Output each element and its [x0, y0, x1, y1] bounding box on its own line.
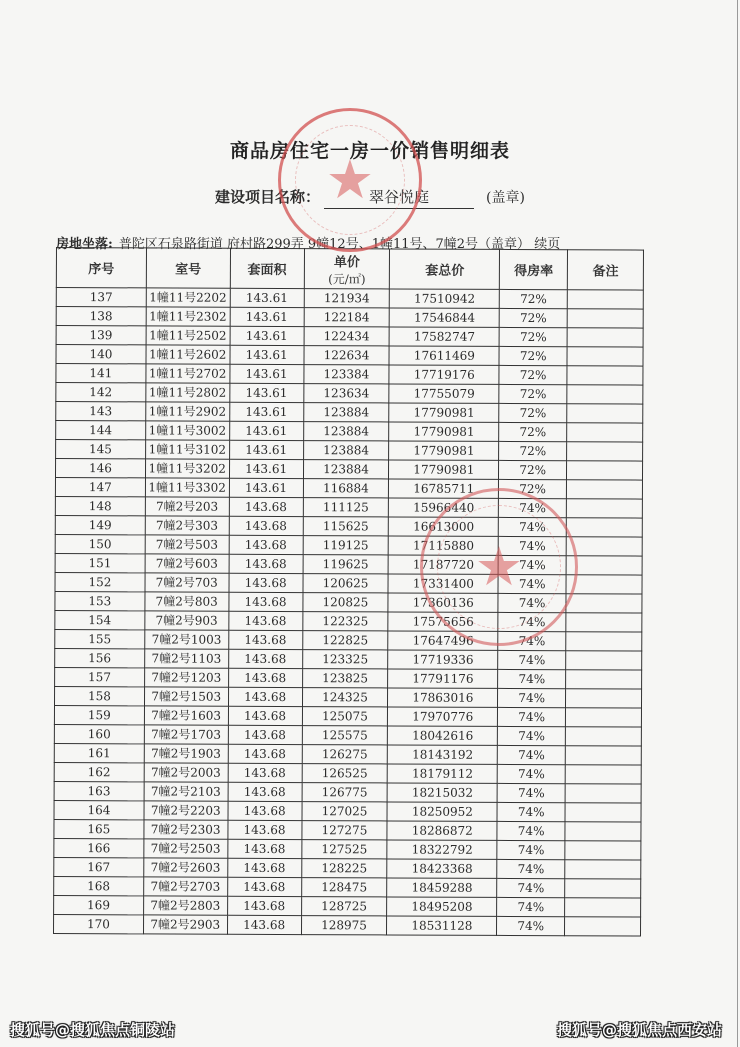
cell-unit-price: 124325 — [302, 688, 388, 707]
cell-room: 7幢2号2103 — [144, 782, 228, 801]
table-row — [55, 648, 642, 670]
cell-efficiency: 72% — [499, 384, 567, 403]
cell-room: 7幢2号603 — [145, 554, 229, 573]
cell-remarks — [566, 689, 642, 708]
cell-seq: 162 — [54, 762, 144, 781]
cell-seq: 156 — [55, 648, 145, 667]
cell-seq: 169 — [54, 895, 144, 914]
cell-total-price: 18215032 — [388, 783, 498, 802]
cell-seq: 142 — [56, 383, 146, 402]
cell-area: 143.68 — [229, 516, 303, 535]
table-row — [56, 345, 643, 367]
star-icon: ★ — [474, 535, 524, 598]
cell-area: 143.68 — [227, 896, 301, 915]
cell-room: 1幢11号3302 — [145, 478, 229, 497]
cell-unit-price: 127525 — [301, 840, 387, 859]
address-value: 普陀区石泉路街道 府村路299弄 9幢12号、1幢11号、7幢2号（盖章） 续页 — [118, 237, 561, 252]
cell-seq: 151 — [55, 553, 145, 572]
cell-remarks — [565, 765, 641, 784]
cell-remarks — [565, 898, 641, 917]
cell-efficiency: 72% — [500, 289, 568, 308]
cell-room: 7幢2号303 — [145, 516, 229, 535]
table-row — [55, 459, 642, 481]
cell-efficiency: 74% — [497, 802, 565, 821]
page-edge-divider — [737, 0, 738, 1047]
cell-room: 7幢2号2003 — [144, 763, 228, 782]
cell-unit-price: 123884 — [303, 422, 389, 441]
cell-remarks — [565, 822, 641, 841]
cell-area: 143.68 — [227, 858, 301, 877]
cell-efficiency: 74% — [498, 726, 566, 745]
cell-remarks — [567, 442, 643, 461]
cell-seq: 143 — [56, 402, 146, 421]
cell-total-price: 17790981 — [389, 422, 499, 441]
cell-efficiency: 74% — [498, 612, 566, 631]
cell-efficiency: 74% — [498, 650, 566, 669]
cell-seq: 147 — [55, 478, 145, 497]
cell-efficiency: 74% — [498, 593, 566, 612]
cell-total-price: 18042616 — [388, 726, 498, 745]
table-row — [54, 857, 641, 879]
cell-area: 143.68 — [228, 687, 302, 706]
table-row — [54, 800, 641, 822]
cell-room: 1幢11号3002 — [145, 421, 229, 440]
cell-area: 143.68 — [227, 839, 301, 858]
cell-room: 7幢2号2503 — [144, 839, 228, 858]
cell-total-price: 17575656 — [388, 612, 498, 631]
cell-room: 1幢11号2902 — [146, 402, 230, 421]
cell-remarks — [567, 404, 643, 423]
cell-area: 143.68 — [229, 535, 303, 554]
cell-seq: 149 — [55, 515, 145, 534]
cell-efficiency: 74% — [498, 555, 566, 574]
cell-room: 1幢11号2302 — [146, 307, 230, 326]
table-row — [56, 326, 643, 348]
cell-room: 7幢2号1903 — [144, 744, 228, 763]
cell-room: 7幢2号2803 — [143, 896, 227, 915]
cell-area: 143.68 — [228, 668, 302, 687]
cell-seq: 152 — [55, 572, 145, 591]
cell-efficiency: 72% — [499, 479, 567, 498]
cell-unit-price: 122825 — [302, 631, 388, 650]
cell-seq: 155 — [55, 629, 145, 648]
cell-unit-price: 123884 — [303, 460, 389, 479]
table-row — [56, 288, 643, 310]
table-row — [54, 762, 641, 784]
cell-seq: 148 — [55, 496, 145, 515]
cell-area: 143.68 — [229, 554, 303, 573]
cell-efficiency: 74% — [497, 859, 565, 878]
cell-room: 7幢2号1103 — [144, 649, 228, 668]
cell-unit-price: 128475 — [301, 878, 387, 897]
cell-unit-price: 126525 — [302, 764, 388, 783]
cell-area: 143.61 — [229, 478, 303, 497]
cell-area: 143.61 — [229, 459, 303, 478]
cell-seq: 167 — [54, 857, 144, 876]
cell-unit-price: 122325 — [302, 612, 388, 631]
cell-total-price: 17719176 — [389, 365, 499, 384]
cell-seq: 166 — [54, 838, 144, 857]
cell-remarks — [566, 670, 642, 689]
cell-efficiency: 74% — [497, 916, 565, 935]
cell-area: 143.68 — [229, 592, 303, 611]
cell-room: 7幢2号1503 — [144, 687, 228, 706]
cell-efficiency: 72% — [499, 346, 567, 365]
cell-efficiency: 74% — [499, 517, 567, 536]
cell-unit-price: 127025 — [302, 802, 388, 821]
cell-efficiency: 72% — [499, 365, 567, 384]
cell-room: 7幢2号2603 — [144, 858, 228, 877]
table-row — [56, 307, 643, 329]
cell-seq: 144 — [56, 421, 146, 440]
cell-remarks — [566, 632, 642, 651]
cell-room: 7幢2号2703 — [143, 877, 227, 896]
cell-room: 7幢2号803 — [145, 592, 229, 611]
cell-unit-price: 128225 — [301, 859, 387, 878]
cell-efficiency: 74% — [497, 878, 565, 897]
cell-unit-price: 128975 — [301, 916, 387, 935]
cell-total-price: 18423368 — [387, 859, 497, 878]
table-row — [54, 743, 641, 765]
cell-unit-price: 115625 — [303, 517, 389, 536]
cell-area: 143.61 — [229, 402, 303, 421]
cell-room: 1幢11号3202 — [145, 459, 229, 478]
cell-seq: 154 — [55, 610, 145, 629]
cell-room: 7幢2号203 — [145, 497, 229, 516]
cell-area: 143.68 — [228, 649, 302, 668]
cell-seq: 161 — [54, 743, 144, 762]
cell-seq: 138 — [56, 307, 146, 326]
cell-room: 1幢11号2602 — [146, 345, 230, 364]
table-row — [55, 478, 642, 500]
cell-total-price: 17970776 — [388, 707, 498, 726]
cell-seq: 159 — [54, 705, 144, 724]
cell-area: 143.68 — [227, 877, 301, 896]
project-label: 建设项目名称： — [215, 188, 321, 206]
cell-area: 143.68 — [228, 611, 302, 630]
cell-seq: 168 — [54, 876, 144, 895]
table-row — [55, 572, 642, 594]
cell-total-price: 17863016 — [388, 688, 498, 707]
cell-total-price: 18143192 — [388, 745, 498, 764]
cell-unit-price: 119625 — [303, 555, 389, 574]
table-row — [56, 402, 643, 424]
cell-remarks — [567, 461, 643, 480]
cell-efficiency: 72% — [499, 403, 567, 422]
cell-unit-price: 123384 — [303, 365, 389, 384]
cell-room: 7幢2号1603 — [144, 706, 228, 725]
cell-room: 1幢11号2702 — [146, 364, 230, 383]
table-row — [54, 781, 641, 803]
cell-total-price: 17791176 — [388, 669, 498, 688]
cell-remarks — [566, 613, 642, 632]
cell-seq: 153 — [55, 591, 145, 610]
table-row — [55, 534, 642, 556]
cell-room: 7幢2号503 — [145, 535, 229, 554]
cell-area: 143.68 — [228, 763, 302, 782]
cell-area: 143.68 — [229, 573, 303, 592]
cell-remarks — [567, 347, 643, 366]
cell-area: 143.68 — [228, 744, 302, 763]
cell-area: 143.61 — [229, 383, 303, 402]
cell-unit-price: 125575 — [302, 726, 388, 745]
cell-remarks — [567, 309, 643, 328]
cell-remarks — [567, 385, 643, 404]
cell-remarks — [565, 803, 641, 822]
header-area: 套面积 — [230, 248, 304, 288]
cell-seq: 158 — [54, 686, 144, 705]
cell-efficiency: 72% — [499, 308, 567, 327]
header-room: 室号 — [146, 248, 230, 288]
cell-area: 143.68 — [228, 801, 302, 820]
cell-unit-price: 121934 — [304, 289, 390, 308]
cell-total-price: 17115880 — [389, 536, 499, 555]
cell-seq: 163 — [54, 781, 144, 800]
cell-remarks — [565, 746, 641, 765]
cell-area: 143.61 — [230, 288, 304, 307]
cell-efficiency: 74% — [498, 745, 566, 764]
table-row — [55, 515, 642, 537]
table-header-row — [56, 248, 643, 291]
cell-unit-price: 126275 — [302, 745, 388, 764]
table-row — [55, 496, 642, 518]
cell-seq: 145 — [56, 440, 146, 459]
table-row — [54, 914, 641, 936]
cell-remarks — [566, 575, 642, 594]
cell-efficiency: 74% — [498, 707, 566, 726]
cell-area: 143.61 — [230, 307, 304, 326]
table-row — [54, 724, 641, 746]
table-row — [55, 591, 642, 613]
cell-area: 143.61 — [229, 440, 303, 459]
cell-remarks — [566, 556, 642, 575]
cell-efficiency: 74% — [498, 631, 566, 650]
cell-total-price: 17755079 — [389, 384, 499, 403]
cell-unit-price: 123634 — [303, 384, 389, 403]
cell-total-price: 17790981 — [389, 441, 499, 460]
cell-unit-price: 120825 — [302, 593, 388, 612]
cell-total-price: 17510942 — [390, 289, 500, 308]
cell-area: 143.68 — [228, 782, 302, 801]
cell-total-price: 18322792 — [387, 840, 497, 859]
cell-total-price: 17331400 — [388, 574, 498, 593]
header-efficiency: 得房率 — [500, 249, 568, 289]
cell-unit-price: 128725 — [301, 897, 387, 916]
cell-efficiency: 74% — [497, 821, 565, 840]
cell-efficiency: 74% — [497, 764, 565, 783]
cell-remarks — [565, 727, 641, 746]
project-seal-note: (盖章) — [486, 190, 525, 206]
cell-area: 143.61 — [230, 364, 304, 383]
table-row — [55, 553, 642, 575]
cell-unit-price: 120625 — [303, 574, 389, 593]
cell-efficiency: 74% — [499, 498, 567, 517]
cell-total-price: 17546844 — [390, 308, 500, 327]
table-row — [54, 876, 641, 898]
cell-total-price: 17582747 — [389, 327, 499, 346]
cell-room: 7幢2号1203 — [144, 668, 228, 687]
cell-area: 143.68 — [228, 725, 302, 744]
cell-unit-price: 125075 — [302, 707, 388, 726]
table-body — [54, 288, 644, 937]
cell-total-price: 18286872 — [387, 821, 497, 840]
cell-room: 1幢11号2802 — [146, 383, 230, 402]
cell-efficiency: 74% — [498, 688, 566, 707]
cell-unit-price: 123884 — [303, 403, 389, 422]
cell-total-price: 17719336 — [388, 650, 498, 669]
cell-remarks — [567, 366, 643, 385]
project-name: 翠谷悦庭 — [324, 186, 474, 209]
cell-remarks — [565, 917, 641, 936]
cell-unit-price: 111125 — [303, 498, 389, 517]
cell-remarks — [566, 594, 642, 613]
cell-efficiency: 72% — [499, 460, 567, 479]
company-seal-stamp — [278, 108, 422, 252]
cell-unit-price: 123884 — [303, 441, 389, 460]
cell-room: 1幢11号2202 — [146, 288, 230, 307]
cell-unit-price: 122634 — [304, 346, 390, 365]
cell-seq: 157 — [55, 667, 145, 686]
cell-room: 7幢2号1003 — [145, 630, 229, 649]
cell-total-price: 17187720 — [388, 555, 498, 574]
header-unit-price — [304, 249, 390, 289]
cell-area: 143.68 — [228, 706, 302, 725]
table-row — [55, 610, 642, 632]
cell-remarks — [565, 860, 641, 879]
cell-remarks — [566, 651, 642, 670]
watermark-right: 搜狐号@搜狐焦点西安站 — [557, 1021, 723, 1039]
cell-area: 143.61 — [229, 421, 303, 440]
cell-efficiency: 74% — [498, 574, 566, 593]
table-row — [55, 629, 642, 651]
cell-unit-price: 123325 — [302, 650, 388, 669]
cell-total-price: 16785711 — [389, 479, 499, 498]
sales-detail-table — [53, 247, 644, 937]
table-row — [54, 686, 641, 708]
table-row — [56, 421, 643, 443]
cell-efficiency: 72% — [499, 327, 567, 346]
table-row — [55, 667, 642, 689]
cell-remarks — [565, 784, 641, 803]
cell-room: 7幢2号1703 — [144, 725, 228, 744]
cell-total-price: 17790981 — [389, 460, 499, 479]
cell-seq: 160 — [54, 724, 144, 743]
cell-room: 7幢2号2203 — [144, 801, 228, 820]
cell-efficiency: 74% — [498, 536, 566, 555]
cell-efficiency: 74% — [497, 840, 565, 859]
project-line — [215, 186, 525, 209]
watermark-left: 搜狐号@搜狐焦点铜陵站 — [10, 1021, 176, 1039]
cell-total-price: 18459288 — [387, 878, 497, 897]
star-icon: ★ — [325, 148, 375, 211]
cell-seq: 170 — [54, 914, 144, 933]
cell-seq: 140 — [56, 345, 146, 364]
cell-remarks — [566, 499, 642, 518]
cell-remarks — [565, 879, 641, 898]
address-label: 房地坐落: — [56, 237, 113, 252]
cell-unit-price: 122184 — [304, 308, 390, 327]
cell-total-price: 17360136 — [388, 593, 498, 612]
cell-room: 1幢11号3102 — [145, 440, 229, 459]
cell-seq: 139 — [56, 326, 146, 345]
cell-total-price: 18531128 — [387, 916, 497, 935]
cell-efficiency: 74% — [498, 669, 566, 688]
cell-room: 7幢2号2303 — [144, 820, 228, 839]
cell-total-price: 17647496 — [388, 631, 498, 650]
cell-room: 1幢11号2502 — [146, 326, 230, 345]
table-row — [54, 819, 641, 841]
cell-seq: 165 — [54, 819, 144, 838]
cell-efficiency: 72% — [499, 422, 567, 441]
cell-room: 7幢2号2903 — [143, 915, 227, 934]
cell-efficiency: 74% — [497, 783, 565, 802]
cell-area: 143.68 — [227, 915, 301, 934]
cell-total-price: 17790981 — [389, 403, 499, 422]
cell-area: 143.61 — [230, 326, 304, 345]
cell-total-price: 18179112 — [388, 764, 498, 783]
cell-remarks — [567, 480, 643, 499]
cell-total-price: 18250952 — [387, 802, 497, 821]
cell-area: 143.68 — [229, 497, 303, 516]
cell-remarks — [565, 841, 641, 860]
cell-total-price: 15966440 — [389, 498, 499, 517]
cell-remarks — [566, 708, 642, 727]
table-row — [54, 705, 641, 727]
cell-room: 7幢2号903 — [145, 611, 229, 630]
cell-total-price: 16613000 — [389, 517, 499, 536]
cell-unit-price: 122434 — [304, 327, 390, 346]
cell-efficiency: 72% — [499, 441, 567, 460]
header-unit-price-unit: (元/㎡) — [328, 271, 366, 286]
cell-area: 143.61 — [230, 345, 304, 364]
cell-seq: 150 — [55, 534, 145, 553]
cell-unit-price: 116884 — [303, 479, 389, 498]
cell-remarks — [566, 518, 642, 537]
header-remarks: 备注 — [567, 250, 643, 290]
table-row — [56, 383, 643, 405]
cell-total-price: 17611469 — [389, 346, 499, 365]
table-row — [56, 440, 643, 462]
cell-area: 143.68 — [228, 820, 302, 839]
header-unit-price-label: 单价 — [333, 254, 360, 270]
cell-area: 143.68 — [228, 630, 302, 649]
header-total-price: 套总价 — [390, 249, 500, 289]
table-row — [54, 895, 641, 917]
cell-remarks — [567, 328, 643, 347]
document-title: 商品房住宅一房一价销售明细表 — [229, 140, 510, 162]
cell-remarks — [567, 290, 643, 309]
cell-unit-price: 127275 — [301, 821, 387, 840]
table-row — [54, 838, 641, 860]
table-row — [56, 364, 643, 386]
cell-remarks — [567, 423, 643, 442]
cell-unit-price: 123825 — [302, 669, 388, 688]
cell-seq: 146 — [55, 459, 145, 478]
cell-unit-price: 126775 — [302, 783, 388, 802]
cell-efficiency: 74% — [497, 897, 565, 916]
cell-room: 7幢2号703 — [145, 573, 229, 592]
cell-remarks — [566, 537, 642, 556]
cell-seq: 137 — [56, 288, 146, 307]
header-seq: 序号 — [56, 248, 146, 288]
cell-seq: 164 — [54, 800, 144, 819]
cell-unit-price: 119125 — [303, 536, 389, 555]
cell-total-price: 18495208 — [387, 897, 497, 916]
cell-seq: 141 — [56, 364, 146, 383]
